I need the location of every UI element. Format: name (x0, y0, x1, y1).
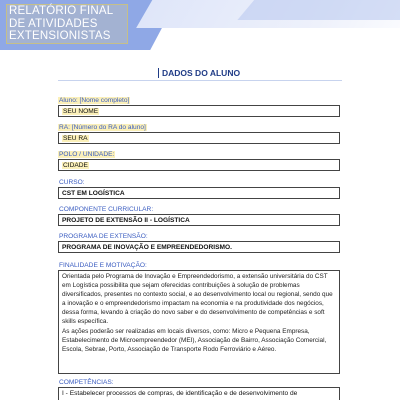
polo-label: POLO / UNIDADE: (59, 151, 115, 158)
competencias-field[interactable] (58, 387, 340, 400)
ra-field[interactable] (58, 132, 340, 144)
section-divider (58, 80, 342, 81)
curso-label: CURSO: (59, 179, 85, 186)
curso-field[interactable] (58, 187, 340, 199)
finalidade-paragraph-2: As ações poderão ser realizadas em locais diversos, como: Micro e Pequena Empresa, Estabelecimento de Microempreendedor (MEI), Associação de Bairro, Associação Comercial, Escola, Sebrae, Porto, Associação de Transporte Rodo Ferroviário e Aéreo. (62, 327, 327, 353)
polo-value: CIDADE (63, 162, 88, 169)
aluno-label: Aluno: [Nome completo] (59, 97, 130, 104)
section-heading-dados-do-aluno[interactable]: DADOS DO ALUNO (158, 68, 240, 78)
curso-value: CST EM LOGÍSTICA (62, 190, 125, 197)
finalidade-field[interactable] (58, 270, 340, 374)
programa-field[interactable] (58, 241, 340, 253)
aluno-field[interactable] (58, 105, 340, 117)
componente-field[interactable] (58, 214, 340, 226)
componente-value: PROJETO DE EXTENSÃO II - LOGÍSTICA (62, 217, 190, 224)
competencias-value: I - Estabelecer processos de compras, de identificação e de desenvolvimento de (62, 390, 298, 397)
programa-label: PROGRAMA DE EXTENSÃO: (59, 233, 148, 240)
programa-value: PROGRAMA DE INOVAÇÃO E EMPREENDEDORISMO. (62, 244, 232, 251)
polo-field[interactable] (58, 159, 340, 171)
banner-shape-accent (237, 0, 400, 20)
competencias-label: COMPETÊNCIAS: (59, 379, 114, 386)
finalidade-label: FINALIDADE E MOTIVAÇÃO: (59, 262, 147, 269)
ra-label: RA: [Número do RA do aluno] (59, 124, 146, 131)
aluno-value: SEU NOME (63, 108, 99, 115)
componente-label: COMPONENTE CURRICULAR: (59, 206, 154, 213)
finalidade-paragraph-1: Orientada pelo Programa de Inovação e Empreendedorismo, a extensão universitária do CST em Logística possibilita que sejam oferecidas contribuições à solução de problemas diversificados, presentes no contexto social, e ao desenvolvimento local ou regional, sendo que a inovação e o empreendedorismo impactam na economia e na produtividade dos negócios, dessa forma, levando à criação do novo saber e do desenvolvimento de competências e soft skills específica. (62, 273, 333, 326)
ra-value: SEU RA (63, 135, 88, 142)
header-banner (0, 0, 400, 50)
report-title[interactable]: RELATÓRIO FINAL DE ATIVIDADES EXTENSIONISTAS (6, 4, 128, 44)
